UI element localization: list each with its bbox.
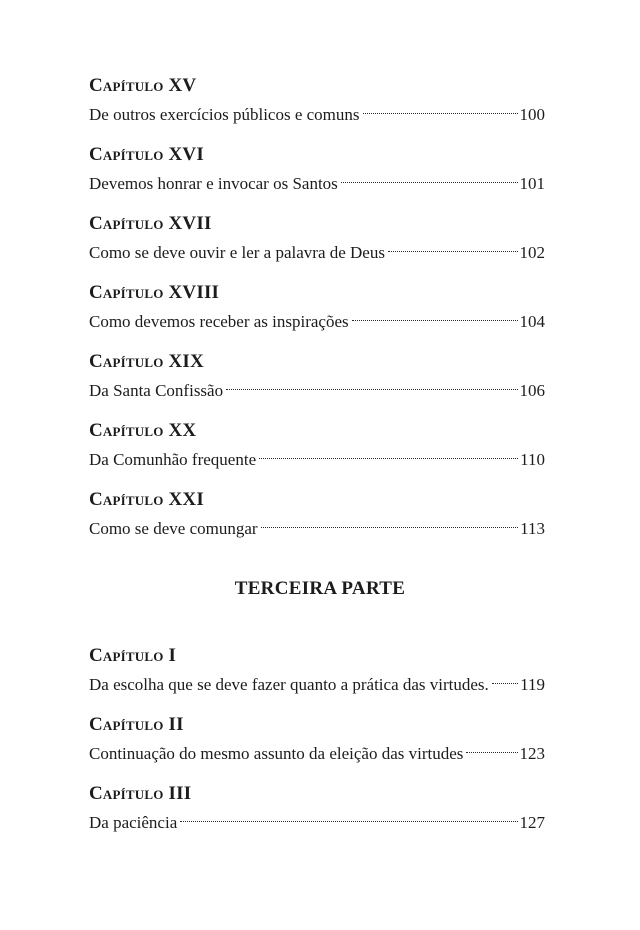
toc-entry bbox=[89, 488, 545, 557]
toc-line bbox=[89, 374, 545, 400]
page-number: 101 bbox=[519, 174, 545, 193]
toc-line bbox=[89, 512, 545, 538]
toc-section-second-part bbox=[89, 74, 545, 557]
dot-leader bbox=[352, 305, 518, 327]
chapter-label: Capítulo XVII bbox=[89, 213, 212, 234]
chapter-title: Da escolha que se deve fazer quanto a prática das virtudes. bbox=[89, 675, 489, 694]
chapter-title: Da paciência bbox=[89, 813, 178, 832]
dot-leader bbox=[261, 512, 519, 534]
part-heading: TERCEIRA PARTE bbox=[234, 578, 406, 599]
toc-line bbox=[89, 305, 545, 331]
toc-entry bbox=[89, 143, 545, 212]
dot-leader bbox=[363, 98, 518, 120]
page-number: 127 bbox=[519, 813, 545, 832]
chapter-label: Capítulo I bbox=[89, 645, 177, 666]
chapter-label: Capítulo XX bbox=[89, 420, 197, 441]
toc-entry bbox=[89, 74, 545, 143]
toc-entry bbox=[89, 713, 545, 782]
toc-entry bbox=[89, 644, 545, 713]
toc-entry bbox=[89, 281, 545, 350]
chapter-title: Como se deve comungar bbox=[89, 519, 258, 538]
page-number: 100 bbox=[519, 105, 545, 124]
toc-entry bbox=[89, 782, 545, 851]
dot-leader bbox=[341, 167, 518, 189]
toc-entry bbox=[89, 350, 545, 419]
chapter-title: Da Santa Confissão bbox=[89, 381, 224, 400]
chapter-title: Como devemos receber as inspirações bbox=[89, 312, 349, 331]
dot-leader bbox=[388, 236, 518, 258]
chapter-title: De outros exercícios públicos e comuns bbox=[89, 105, 360, 124]
chapter-label: Capítulo XV bbox=[89, 75, 197, 96]
dot-leader bbox=[226, 374, 517, 396]
toc-line bbox=[89, 167, 545, 193]
page-number: 106 bbox=[519, 381, 545, 400]
chapter-label: Capítulo II bbox=[89, 714, 184, 735]
chapter-label: Capítulo XVI bbox=[89, 144, 204, 165]
dot-leader bbox=[466, 737, 517, 759]
toc-line bbox=[89, 668, 545, 694]
page-number: 113 bbox=[520, 519, 545, 538]
toc-line bbox=[89, 98, 545, 124]
page-number: 123 bbox=[519, 744, 545, 763]
toc-line bbox=[89, 737, 545, 763]
dot-leader bbox=[259, 443, 518, 465]
toc-entry bbox=[89, 212, 545, 281]
chapter-title: Continuação do mesmo assunto da eleição das virtudes bbox=[89, 744, 464, 763]
chapter-label: Capítulo XIX bbox=[89, 351, 204, 372]
toc-line bbox=[89, 443, 545, 469]
chapter-title: Como se deve ouvir e ler a palavra de Deus bbox=[89, 243, 385, 262]
chapter-label: Capítulo XXI bbox=[89, 489, 204, 510]
dot-leader bbox=[180, 806, 517, 828]
page-number: 102 bbox=[519, 243, 545, 262]
dot-leader bbox=[492, 668, 518, 690]
toc-entry bbox=[89, 419, 545, 488]
page-number: 119 bbox=[520, 675, 545, 694]
toc-line bbox=[89, 806, 545, 832]
chapter-title: Devemos honrar e invocar os Santos bbox=[89, 174, 338, 193]
chapter-label: Capítulo XVIII bbox=[89, 282, 220, 303]
page-number: 110 bbox=[520, 450, 545, 469]
chapter-title: Da Comunhão frequente bbox=[89, 450, 257, 469]
toc-section-third-part bbox=[89, 644, 545, 851]
chapter-label: Capítulo III bbox=[89, 783, 192, 804]
page-number: 104 bbox=[519, 312, 545, 331]
toc-line bbox=[89, 236, 545, 262]
